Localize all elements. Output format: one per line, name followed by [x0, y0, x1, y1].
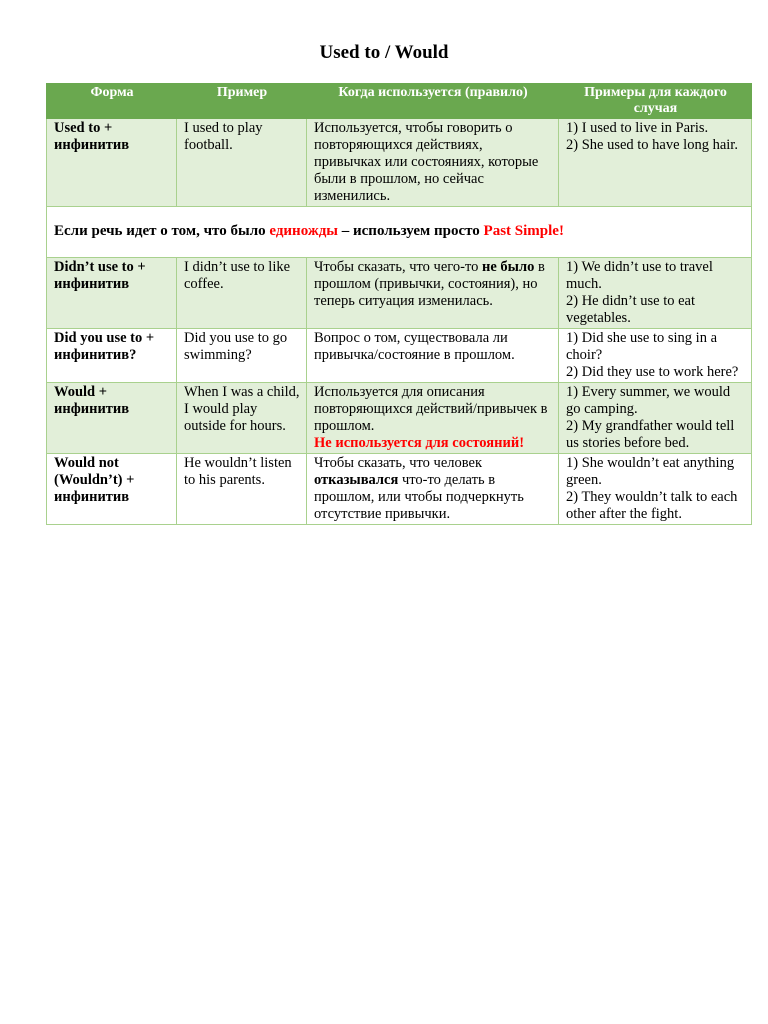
example-line: 1) We didn’t use to travel much.: [566, 259, 713, 292]
example-cell: He wouldn’t listen to his parents.: [177, 454, 307, 525]
notice-highlight-past-simple: Past Simple!: [483, 223, 564, 239]
rule-cell: Используется, чтобы говорить о повторяющихся действиях, привычках или состояниях, которые были в прошлом, но сейчас изменились.: [307, 119, 559, 207]
examples-cell: [559, 119, 752, 207]
form-cell: Used to + инфинитив: [47, 119, 177, 207]
rule-text: что-то делать в прошлом, или чтобы подчеркнуть отсутствие привычки.: [314, 472, 524, 522]
table-row: [47, 119, 752, 207]
examples-cell: [559, 454, 752, 525]
rule-warning: Не используется для состояний!: [314, 435, 525, 451]
rule-cell: [307, 454, 559, 525]
notice-highlight-once: единожды: [269, 223, 338, 239]
table-row: [47, 383, 752, 454]
rule-emphasis: отказывался: [314, 472, 399, 488]
rule-text: в прошлом (привычки, состояния), но теперь ситуация изменилась.: [314, 259, 545, 309]
form-cell: Did you use to + инфинитив?: [47, 329, 177, 383]
example-line: 2) She used to have long hair.: [566, 137, 738, 153]
example-line: 1) She wouldn’t eat anything green.: [566, 455, 735, 488]
table-header-row: [47, 84, 752, 119]
form-cell: Would + инфинитив: [47, 383, 177, 454]
example-line: 2) My grandfather would tell us stories before bed.: [566, 418, 735, 451]
example-cell: I used to play football.: [177, 119, 307, 207]
grammar-table: [46, 83, 752, 525]
rule-text: Чтобы сказать, что человек: [314, 455, 483, 471]
table-row: [47, 258, 752, 329]
example-line: 2) Did they use to work here?: [566, 364, 739, 380]
header-examples: Примеры для каждого случая: [559, 84, 752, 119]
example-line: 1) I used to live in Paris.: [566, 120, 709, 136]
notice-text: Если речь идет о том, что было: [54, 223, 270, 239]
rule-emphasis: не было: [481, 259, 535, 275]
form-cell: Would not (Wouldn’t) + инфинитив: [47, 454, 177, 525]
example-line: 2) He didn’t use to eat vegetables.: [566, 293, 695, 326]
example-line: 1) Every summer, we would go camping.: [566, 384, 731, 417]
examples-cell: [559, 383, 752, 454]
form-cell: Didn’t use to + инфинитив: [47, 258, 177, 329]
document-title: Used to / Would: [319, 42, 449, 63]
notice-text-mid: – используем просто: [338, 223, 484, 239]
rule-text: Используется для описания повторяющихся действий/привычек в прошлом.: [314, 384, 548, 434]
header-rule: Когда используется (правило): [307, 84, 559, 119]
header-form: Форма: [47, 84, 177, 119]
example-cell: Did you use to go swimming?: [177, 329, 307, 383]
examples-cell: [559, 258, 752, 329]
table-row: [47, 454, 752, 525]
header-example: Пример: [177, 84, 307, 119]
past-simple-notice: [47, 207, 752, 258]
examples-cell: [559, 329, 752, 383]
rule-cell: [307, 258, 559, 329]
rule-text: Чтобы сказать, что чего-то: [314, 259, 482, 275]
example-cell: I didn’t use to like coffee.: [177, 258, 307, 329]
example-line: 2) They wouldn’t talk to each other after the fight.: [566, 489, 738, 522]
notice-row: [47, 207, 752, 258]
table-row: [47, 329, 752, 383]
example-line: 1) Did she use to sing in a choir?: [566, 330, 718, 363]
rule-cell: Вопрос о том, существовала ли привычка/состояние в прошлом.: [307, 329, 559, 383]
example-cell: When I was a child, I would play outside for hours.: [177, 383, 307, 454]
rule-cell: [307, 383, 559, 454]
